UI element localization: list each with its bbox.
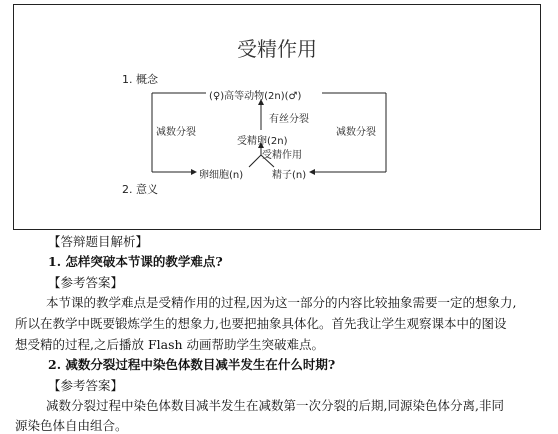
answer-label-1: 【参考答案】 [48,275,124,290]
answer-1-line-2: 所以在教学中既要锻炼学生的想象力,也要把抽象具体化。首先我让学生观察课本中的图设 [15,316,507,331]
fertilization-label: 受精作用 [262,150,302,161]
question-1: 1. 怎样突破本节课的教学难点? [48,254,223,269]
meiosis-right-label: 减数分裂 [336,127,376,138]
answer-label-2: 【参考答案】 [48,378,124,393]
egg-to-zygote [249,155,261,167]
answer-1-line-1: 本节课的教学难点是受精作用的过程,因为这一部分的内容比较抽象需要一定的想象力, [46,295,517,310]
adult-node: (♀)高等动物(2n)(♂) [209,91,302,102]
answer-1-line-3: 想受精的过程,之后播放 Flash 动画帮助学生突破难点。 [15,337,325,352]
section-header: 【答辩题目解析】 [48,234,149,249]
answer-2-line-1: 减数分裂过程中染色体数目减半发生在减数第一次分裂的后期,同源染色体分离,非同 [46,398,504,413]
sperm-node: 精子(n) [272,170,307,181]
slide-title: 受精作用 [237,37,317,61]
slide-frame [13,4,541,230]
meaning-label: 2. 意义 [122,183,158,196]
mitosis-label: 有丝分裂 [269,114,309,125]
zygote-node: 受精卵(2n) [237,136,288,147]
concept-label: 1. 概念 [122,73,158,86]
meiosis-left-label: 减数分裂 [156,127,196,138]
answer-2-line-2: 源染色体自由组合。 [15,418,128,433]
egg-node: 卵细胞(n) [199,170,244,181]
question-2: 2. 减数分裂过程中染色体数目减半发生在什么时期? [48,357,336,372]
